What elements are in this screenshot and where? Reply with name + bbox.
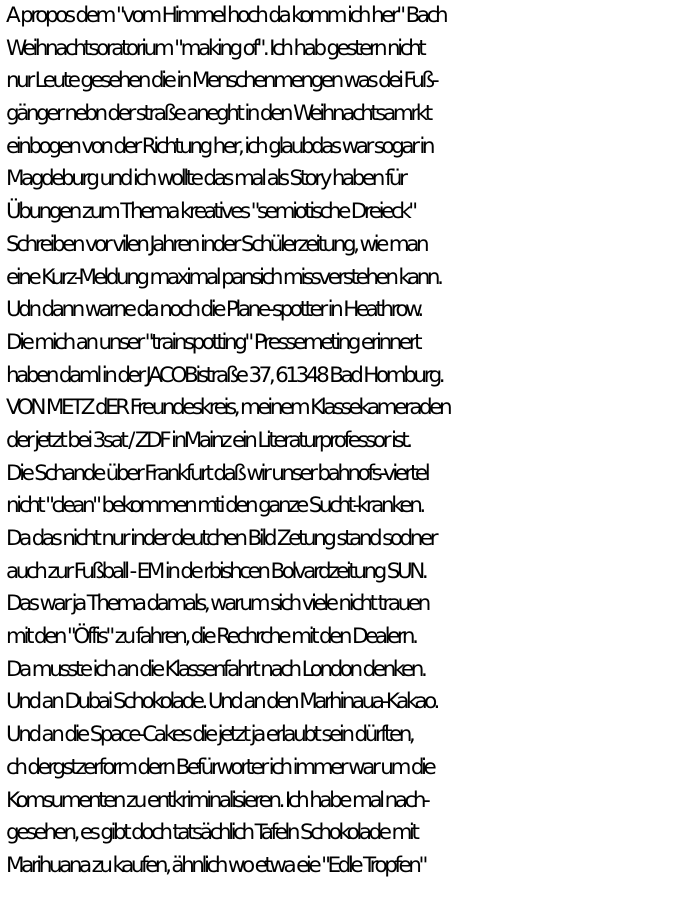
text-line-13: VON METZ dER Freundeskreis, meinem Klassekameraden <box>6 395 450 421</box>
text-line-3: nur Leute gesehen die in Menschenmengen was dei Fuß- <box>6 68 437 94</box>
text-line-9: eine Kurz-Meldung maximal pansich missverstehen kann. <box>6 264 441 290</box>
text-line-16: nicht "clean" bekommen mti den ganze Sucht-kranken. <box>6 493 423 519</box>
document-body <box>6 0 684 883</box>
text-line-25: Komsumenten zu entkriminalisieren. Ich habe mal nach- <box>6 787 428 813</box>
text-line-1: A propos dem "vom Himmel hoch da komm ich her" Bach <box>6 3 446 28</box>
text-line-15: Die Schande über Frankfurt daß wir unser bahnofs-viertel <box>6 460 428 486</box>
text-line-4: gänger nebn der straße aneght in den Weihnachtsamrkt <box>6 101 430 127</box>
text-line-18: auch zur Fußball - EM in de rbishcen Bolvardzeitung SUN. <box>6 558 426 584</box>
text-line-7: Übungen zum Thema kreatives "semiotische Dreieck" <box>6 199 415 225</box>
text-line-6: Magdeburg und ich wollte das mal als Story haben für <box>6 166 405 192</box>
text-line-10: Udn dann warne da noch die Plane-spotter in Heathrow. <box>6 297 421 323</box>
text-line-5: einbogen von der Richtung her, ich glaubdas war sogar in <box>6 133 433 159</box>
text-line-20: mit den "Öffis" zu fahren, die Rechrche mit den Dealern. <box>6 624 416 650</box>
text-line-21: Da musste ich an die Klassenfahrt nach London denken. <box>6 656 425 682</box>
text-line-22: Und an Dubai Schokolade. Und an den Marhinaua-Kakao. <box>6 689 437 715</box>
text-line-2: Weihnachtsoratorium "making of". Ich hab gestern nicht <box>6 35 424 61</box>
text-line-27: Marihuana zu kaufen, ähnlich wo etwa eie "Edle Tropfen" <box>6 852 425 878</box>
text-line-19: Das war ja Thema damals, warum sich viele nicht trauen <box>6 591 428 617</box>
text-line-11: Die mich an unser "trainspotting" Pressemeting erinnert <box>6 329 420 355</box>
text-line-26: gesehen, es gibt doch tatsächlich Tafeln Schokolade mit <box>6 820 417 846</box>
text-line-14: der jetzt bei 3sat / ZDF inMainz ein Literaturprofessor ist. <box>6 427 410 453</box>
text-line-8: Schreiben vor vilen Jahren inder Schülerzeitung, wie man <box>6 231 427 257</box>
text-line-23: Und an die Space-Cakes die jetzt ja erlaubt sein dürften, <box>6 722 413 748</box>
text-line-24: ch dergstzerform dern Befürworter ich immer war um die <box>6 754 434 780</box>
text-line-17: Da das nicht nur inder deutchen Bild Zetung stand sodner <box>6 526 436 551</box>
text-line-12: haben daml in der JACOBistraße 37, 61348 Bad Homburg. <box>6 362 443 388</box>
